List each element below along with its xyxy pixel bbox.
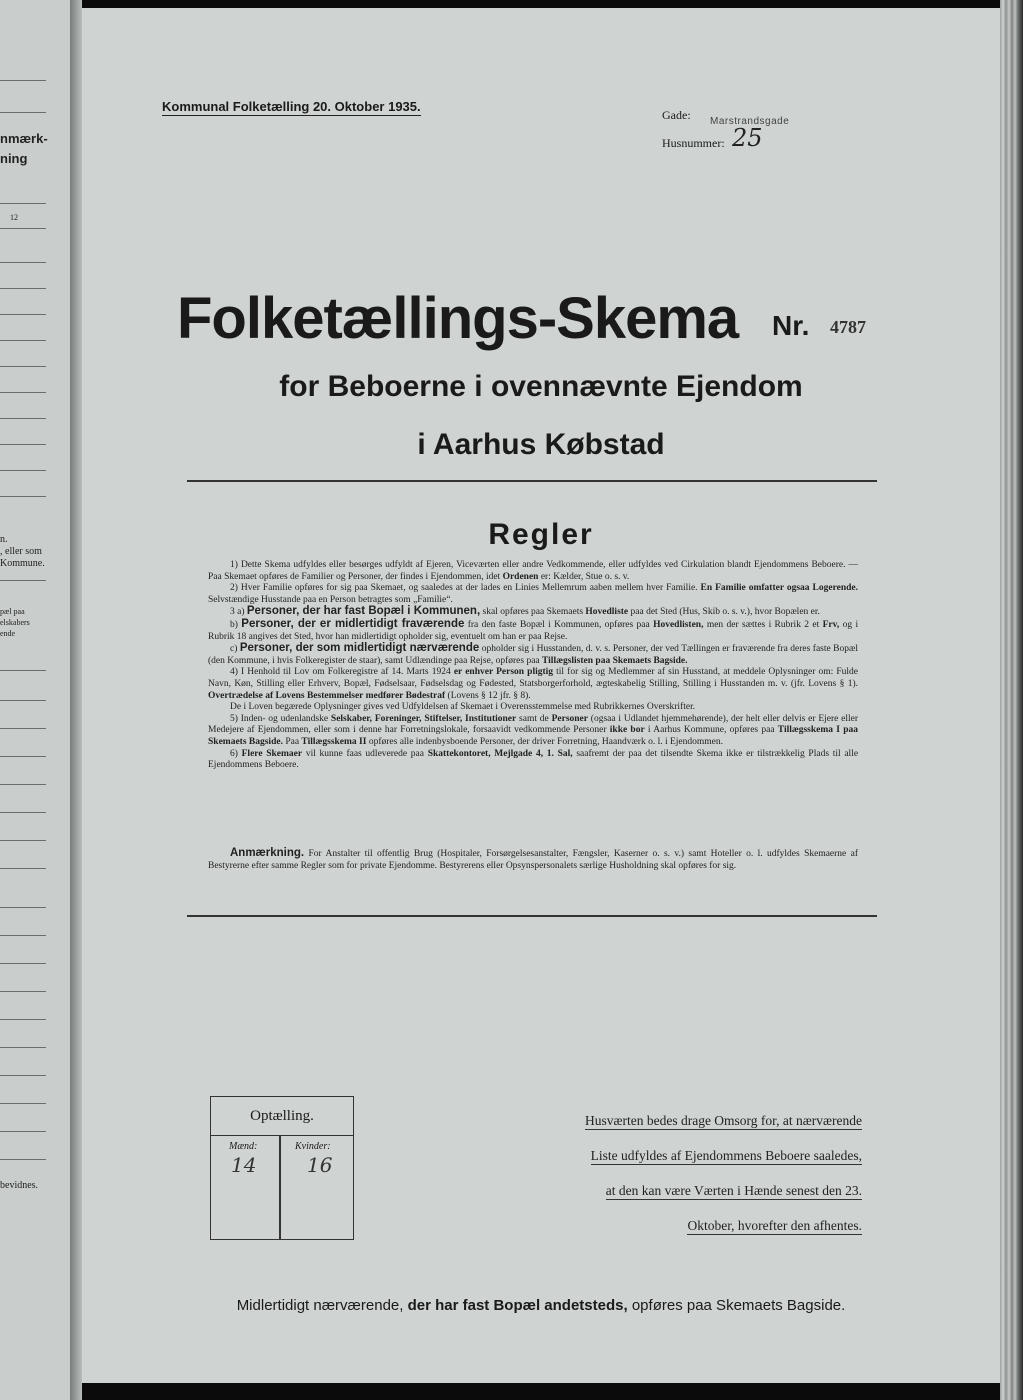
ruled-line — [0, 1131, 46, 1132]
left-page-text: ende — [0, 629, 16, 638]
anmaerkning-text: For Anstalter til offentlig Brug (Hospitaler, Forsørgelsesanstalter, Fængsler, Kaserner o. s. v.) samt Hoteller o. l. udfyldes Skemaerne af Bestyrerne efter samme Regler som for private Ejendomme. Bestyrerens eller Opsynspersonalets særlige Husholdning skal opføres for sig. — [208, 849, 859, 871]
footer-part: opføres paa Skemaets Bagside. — [631, 1297, 846, 1314]
ruled-line — [0, 80, 46, 81]
anmaerkning-note — [208, 848, 858, 872]
footer-part: der har fast Bopæl andetsteds, — [407, 1297, 628, 1314]
form-title: Folketællings-Skema — [177, 286, 739, 351]
count-box-divider — [279, 1135, 281, 1239]
ruled-line — [0, 1103, 46, 1104]
form-number-value: 4787 — [830, 317, 866, 337]
left-page-text: 12 — [10, 213, 18, 222]
form-location: i Aarhus Købstad — [417, 428, 665, 461]
count-box — [210, 1096, 354, 1240]
left-page-text: ning — [0, 151, 28, 166]
notice-line: Oktober, hvorefter den afhentes. — [687, 1218, 862, 1233]
husnummer-label: Husnummer: — [662, 136, 725, 150]
left-page-text: pæl paa — [0, 607, 25, 616]
ruled-line — [0, 288, 46, 289]
divider — [187, 915, 877, 917]
book-gutter — [70, 0, 82, 1400]
rule-5: 5) Inden- og udenlandske Selskaber, Foreninger, Stiftelser, Institutioner samt de Personer (ogsaa i Udlandet hjemmehørende), der helt eller delvis er Ejere eller Medejere af Ejendommen, eller som i denne har Forretningslokale, forsaavidt vedkommende Personer ikke bor i Aarhus Kommune, opføres paa Tillægsskema I paa Skemaets Bagside. Paa Tillægsskema II opføres alle indenbysboende Personer, der driver Forretning, Haandværk o. l. i Ejendommen. — [208, 713, 859, 747]
left-page-text: , eller som — [0, 546, 42, 557]
gade-label: Gade: — [662, 108, 691, 122]
ruled-line — [0, 262, 46, 263]
rules-heading: Regler — [488, 518, 594, 551]
ruled-line — [0, 840, 46, 841]
maend-value: 14 — [231, 1153, 257, 1177]
ruled-line — [0, 700, 46, 701]
ruled-line — [0, 1019, 46, 1020]
ruled-line — [0, 366, 46, 367]
left-page-fragment — [0, 0, 70, 1400]
census-title: Kommunal Folketælling 20. Oktober 1935. — [162, 99, 421, 114]
rule-3c: c) Personer, der som midlertidigt nærværende opholder sig i Husstanden, d. v. s. Personer, der ved Tællingen er fraværende fra deres faste Bopæl (den Kommune, i hvis Folkeregister de staar), samt Udlændinge paa Rejse, opføres paa Tillægslisten paa Skemaets Bagside. — [208, 642, 858, 666]
left-page-text: bevidnes. — [0, 1180, 39, 1191]
ruled-line — [0, 728, 46, 729]
form-subtitle: for Beboerne i ovennævnte Ejendom — [279, 370, 803, 403]
notice-line: at den kan være Værten i Hænde senest den 23. — [605, 1183, 862, 1198]
left-page-text: n. — [0, 534, 8, 545]
rule-2: 2) Hver Familie opføres for sig paa Skemaet, og saaledes at der lades en Linies Mellemrum aaben mellem hver Familie. En Familie omfatter ogsaa Logerende. Selvstændige Husstande paa en Person betragtes som „Familie“. — [208, 583, 858, 605]
ruled-line — [0, 935, 46, 936]
ruled-line — [0, 496, 46, 497]
ruled-line — [0, 1075, 46, 1076]
ruled-line — [0, 670, 46, 671]
rule-4: 4) I Henhold til Lov om Folkeregistre af 14. Marts 1924 er enhver Person pligtig til for sig og Medlemmer af sin Husstand, at meddele Oplysninger om: Fulde Navn, Køn, Stilling eller Erhverv, Bopæl, Fødselsaar, Fødselsdag og Fødested, Statsborgerforhold, ægteskabelig Stilling, Stilling i Husstanden m. v. (jfr. Lovens § 1). Overtrædelse af Lovens Bestemmelser medfører Bødestraf (Lovens § 12 jfr. § 8). — [208, 667, 859, 701]
rules-text — [208, 560, 858, 772]
page-edges — [1000, 0, 1023, 1400]
ruled-line — [0, 203, 46, 204]
rule-6: 6) Flere Skemaer vil kunne faas udleverede paa Skattekontoret, Mejlgade 4, 1. Sal, saafremt der paa det tilsendte Skema ikke er tilstrækkelig Plads til alle Ejendommens Beboere. — [208, 748, 859, 771]
footer-note — [82, 1297, 1000, 1314]
ruled-line — [0, 418, 46, 419]
ruled-line — [0, 314, 46, 315]
ruled-line — [0, 580, 46, 581]
ruled-line — [0, 963, 46, 964]
divider — [187, 480, 877, 482]
ruled-line — [0, 392, 46, 393]
ruled-line — [0, 340, 46, 341]
ruled-line — [0, 756, 46, 757]
rule-1: 1) Dette Skema udfyldes eller besørges udfyldt af Ejeren, Viceværten eller andre Vedkommende, eller udfyldes ved Cirkulation blandt Ejendommens Beboere. — Paa Skemaet opføres de Familier og Personer, der findes i Ejendommen, idet Ordenen er: Kælder, Stue o. s. v. — [208, 560, 858, 582]
rule-3b: b) Personer, der er midlertidigt fraværende fra den faste Bopæl i Kommunen, opføres paa Hovedlisten, men der sættes i Rubrik 2 et Frv, og i Rubrik 18 angives det Sted, hvor han midlertidigt opholder sig, eventuelt om han er paa Rejse. — [208, 617, 859, 642]
kvinder-value: 16 — [307, 1153, 333, 1177]
ruled-line — [0, 991, 46, 992]
form-number-label: Nr. — [772, 310, 810, 341]
ruled-line — [0, 1159, 46, 1160]
notice-line: Husværten bedes drage Omsorg for, at nærværende — [584, 1113, 862, 1128]
left-page-text: elskabers — [0, 618, 30, 627]
footer-part: Midlertidigt nærværende, — [236, 1297, 404, 1314]
ruled-line — [0, 868, 46, 869]
gade-value: Marstrandsgade — [710, 116, 790, 127]
rule-3a: 3 a) Personer, der har fast Bopæl i Kommunen, skal opføres paa Skemaets Hovedliste paa det Sted (Hus, Skib o. s. v.), hvor Bopælen er. — [230, 605, 820, 618]
ruled-line — [0, 784, 46, 785]
ruled-line — [0, 228, 46, 229]
count-box-title: Optælling. — [211, 1097, 353, 1136]
census-form-page — [82, 8, 1000, 1383]
landlord-notice — [502, 1103, 862, 1243]
ruled-line — [0, 1047, 46, 1048]
left-page-text: nmærk- — [0, 131, 48, 146]
notice-line: Liste udfyldes af Ejendommens Beboere saaledes, — [590, 1148, 862, 1163]
husnummer-value: 25 — [732, 124, 763, 152]
ruled-line — [0, 470, 46, 471]
ruled-line — [0, 112, 46, 113]
anmaerkning-label: Anmærkning. — [230, 847, 305, 859]
ruled-line — [0, 907, 46, 908]
left-page-text: Kommune. — [0, 558, 45, 569]
ruled-line — [0, 812, 46, 813]
rule-4-note: De i Loven begærede Oplysninger gives ved Udfyldelsen af Skemaet i Overensstemmelse med Rubrikkernes Overskrifter. — [230, 702, 696, 713]
maend-label: Mænd: — [229, 1141, 258, 1152]
kvinder-label: Kvinder: — [295, 1141, 331, 1152]
ruled-line — [0, 444, 46, 445]
